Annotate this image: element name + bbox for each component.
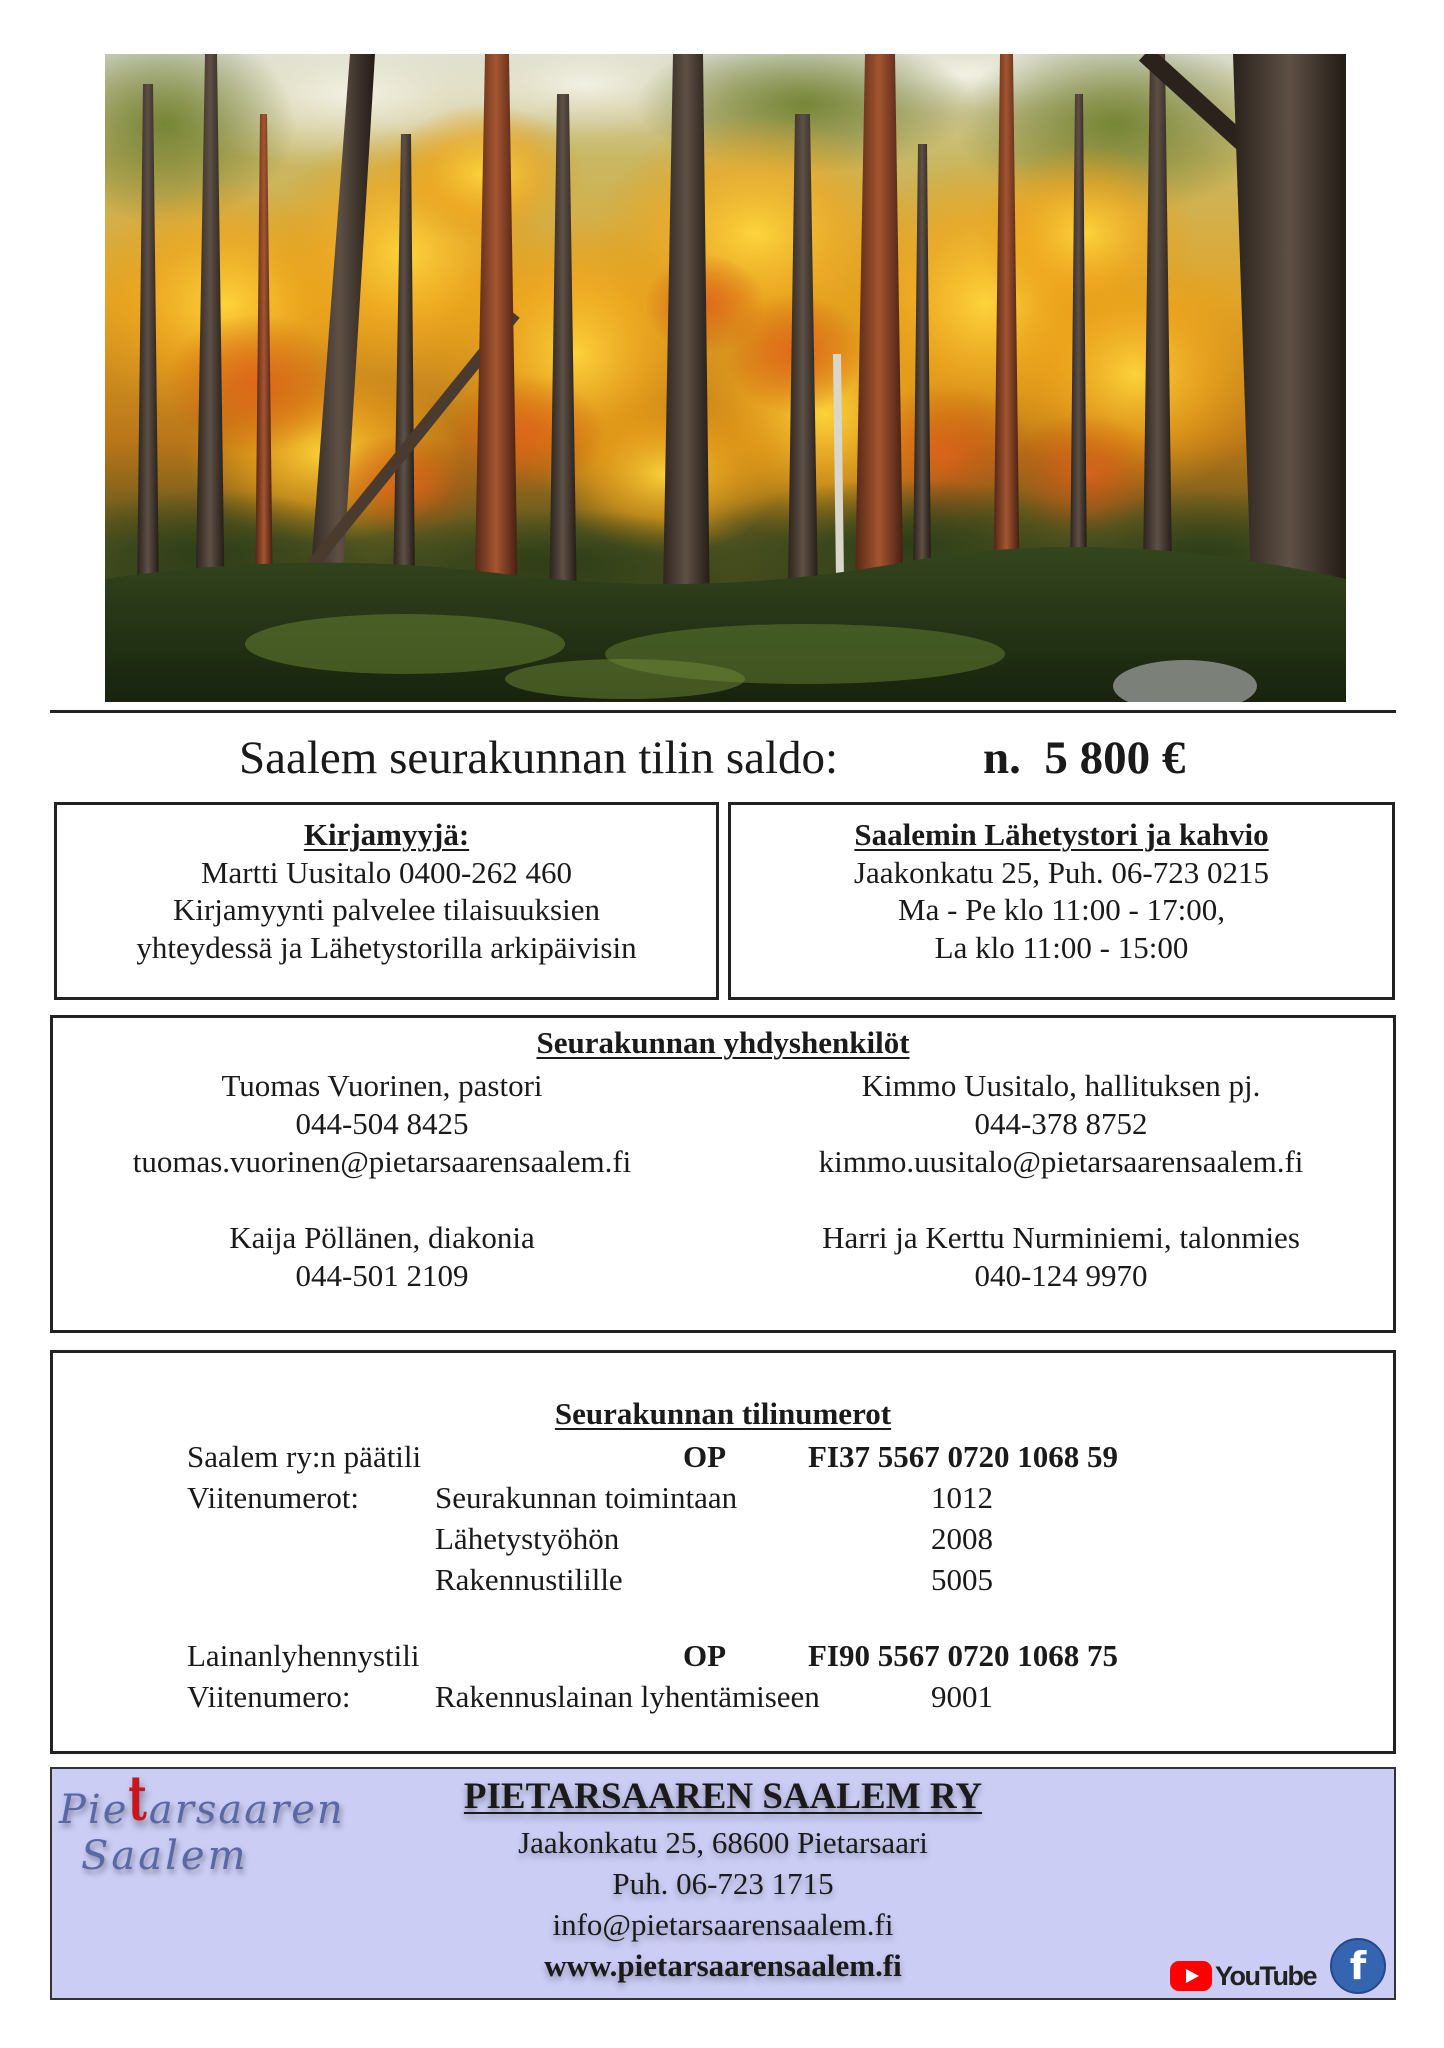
reference-row [53,1676,1393,1717]
spacer [53,1600,1393,1635]
account-iban: FI90 5567 0720 1068 75 [808,1638,1118,1673]
footer-website[interactable]: www.pietarsaarensaalem.fi [544,1948,902,1983]
divider-line [50,710,1396,713]
accounts-title: Seurakunnan tilinumerot [554,1396,892,1431]
references-label: Viitenumerot: [187,1480,360,1515]
reference-purpose: Rakennustilille [435,1562,623,1597]
reference-number: 9001 [931,1679,993,1714]
account-label: Lainanlyhennystili [187,1638,420,1673]
youtube-wordmark: YouTube [1215,1960,1316,1991]
reference-row [53,1559,1393,1600]
contacts-columns [53,1067,1393,1295]
reference-purpose: Lähetystyöhön [435,1521,620,1556]
footer-email[interactable]: info@pietarsaarensaalem.fi [552,1907,894,1942]
shop-line: La klo 11:00 - 15:00 [934,929,1189,965]
reference-number: 1012 [931,1480,993,1515]
shop-line: Jaakonkatu 25, Puh. 06-723 0215 [853,854,1270,890]
reference-row [53,1477,1393,1518]
reference-label: Viitenumero: [187,1679,351,1714]
youtube-link[interactable] [1170,1960,1316,1992]
accounts-table [53,1436,1393,1717]
accounts-box [50,1350,1396,1754]
contact-email[interactable]: kimmo.uusitalo@pietarsaarensaalem.fi [818,1144,1304,1179]
shop-line: Ma - Pe klo 11:00 - 17:00, [898,892,1225,927]
bookseller-line: Martti Uusitalo 0400-262 460 [200,854,573,890]
contact-name: Kaija Pöllänen, diakonia [229,1220,535,1255]
reference-purpose: Rakennuslainan lyhentämiseen [435,1679,820,1714]
logo-line2: Saalem [81,1833,249,1879]
account-label: Saalem ry:n päätili [187,1439,422,1474]
account-iban: FI37 5567 0720 1068 59 [808,1439,1118,1474]
balance-label: Saalem seurakunnan tilin saldo: [239,732,839,784]
contact-name: Kimmo Uusitalo, hallituksen pj. [861,1068,1261,1103]
balance-value: n. 5 800 € [983,732,1186,784]
contacts-box [50,1015,1396,1333]
bank-name: OP [683,1439,727,1474]
reference-number: 2008 [931,1521,993,1556]
footer-address: Jaakonkatu 25, 68600 Pietarsaari [518,1825,928,1860]
spacer [751,1181,1371,1219]
footer-box [50,1761,1396,2000]
shop-box [728,802,1395,1000]
contact-email[interactable]: tuomas.vuorinen@pietarsaarensaalem.fi [132,1144,632,1179]
contact-name: Tuomas Vuorinen, pastori [221,1068,543,1103]
logo-line1: Pietarsaaren [59,1761,345,1835]
bank-name: OP [683,1638,727,1673]
shop-title: Saalemin Lähetystori ja kahvio [854,817,1269,852]
logo-cross-letter: t [128,1761,149,1835]
youtube-icon [1170,1961,1212,1991]
contacts-column-right [751,1067,1371,1295]
contact-phone: 044-501 2109 [295,1258,469,1293]
account-row-loan [53,1635,1393,1676]
contact-phone: 044-378 8752 [974,1106,1148,1141]
contact-name: Harri ja Kerttu Nurminiemi, talonmies [822,1220,1300,1255]
bookseller-line: Kirjamyynti palvelee tilaisuuksien [172,892,600,927]
bookseller-title: Kirjamyyjä: [303,817,470,852]
account-row-main [53,1436,1393,1477]
organization-name: PIETARSAAREN SAALEM RY [463,1776,983,1817]
facebook-icon[interactable]: f [1330,1938,1386,1994]
organization-logo [59,1761,345,1879]
bookseller-line: yhteydessä ja Lähetystorilla arkipäivisin [136,929,637,965]
reference-row [53,1518,1393,1559]
reference-purpose: Seurakunnan toimintaan [435,1480,738,1515]
forest-photo [105,54,1346,702]
contact-phone: 044-504 8425 [295,1106,469,1141]
contacts-column-left [72,1067,692,1295]
spacer [72,1181,692,1219]
contact-phone: 040-124 9970 [974,1258,1148,1293]
bookseller-box [54,802,719,1000]
reference-number: 5005 [931,1562,993,1597]
contacts-title: Seurakunnan yhdyshenkilöt [536,1025,910,1060]
footer-phone: Puh. 06-723 1715 [612,1866,834,1901]
